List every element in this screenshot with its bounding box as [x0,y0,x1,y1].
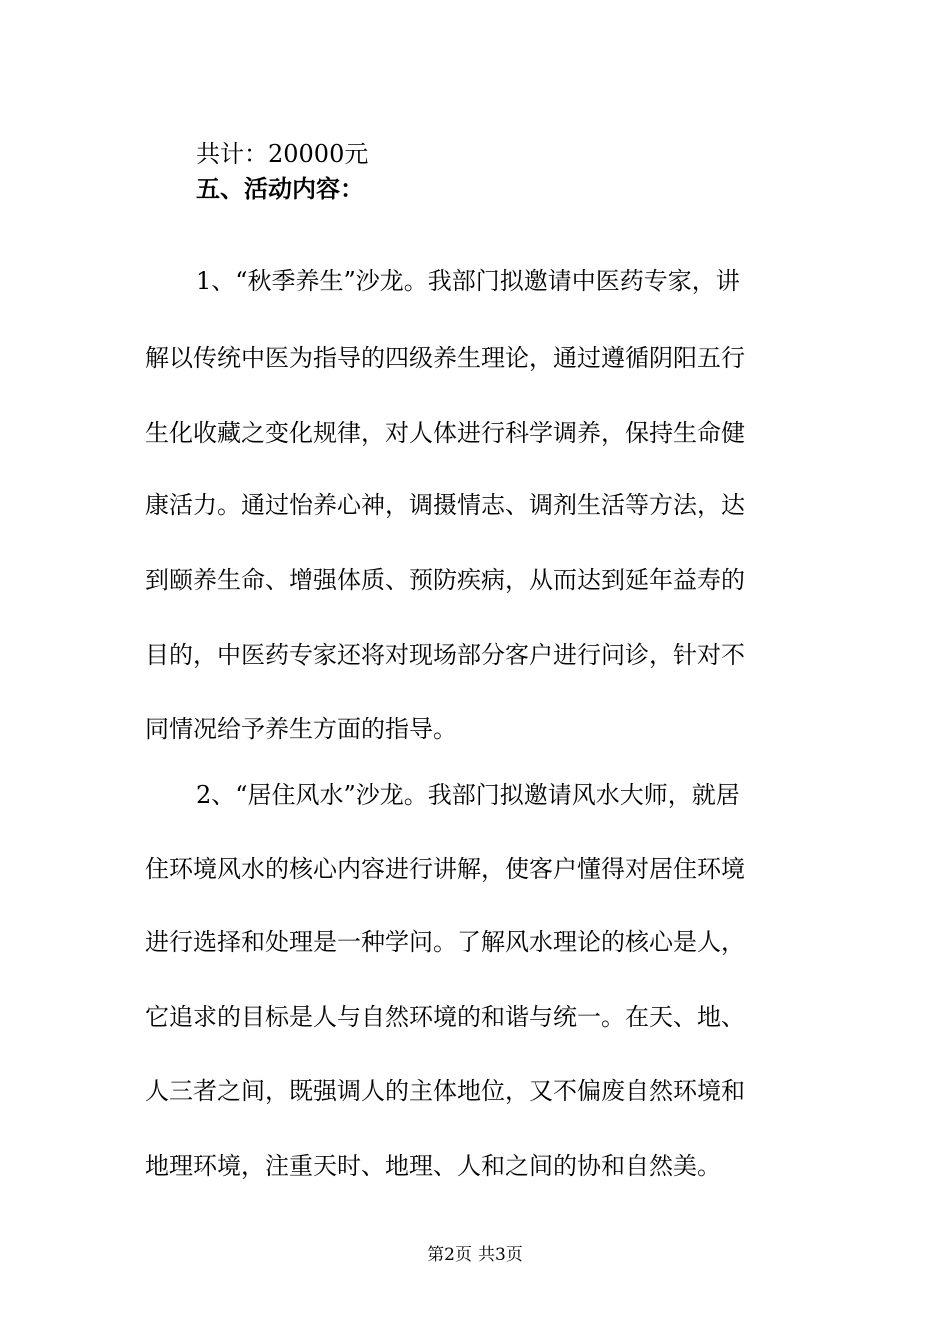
section-heading [196,173,364,205]
line-text: 地理环境，注重天时、地理、人和之间的协和自然美。 [145,1152,721,1180]
page-number: 第2页 [427,1245,472,1265]
paragraph-line [145,1001,745,1033]
line-text: 目的，中医药专家还将对现场部分客户进行问诊，针对不 [145,641,745,669]
paragraph-line [145,639,745,671]
paragraph-line [145,342,745,374]
line-text: 同情况给予养生方面的指导。 [145,715,457,743]
line-text: 生化收藏之变化规律，对人体进行科学调养，保持生命健 [145,419,745,447]
line-text: 共计：20000元 [196,140,369,168]
paragraph-line [145,489,745,521]
line-text: 它追求的目标是人与自然环境的和谐与统一。在天、地、 [145,1003,745,1031]
line-text: 1、“秋季养生”沙龙。我部门拟邀请中医药专家，讲 [196,267,740,295]
paragraph-line [196,779,740,811]
paragraph-line [145,1075,745,1107]
paragraph-line [145,713,457,745]
line-text: 到颐养生命、增强体质、预防疾病，从而达到延年益寿的 [145,566,745,594]
paragraph-line [145,926,745,958]
paragraph-line [145,1150,721,1182]
line-text: 康活力。通过怡养心神，调摄情志、调剂生活等方法，达 [145,491,745,519]
page-footer [0,1244,950,1266]
paragraph-line [145,853,745,885]
heading-text: 五、活动内容： [196,175,364,203]
paragraph-line [196,265,740,297]
line-text: 进行选择和处理是一种学问。了解风水理论的核心是人， [145,928,745,956]
total-cost-line [196,138,368,170]
total-pages: 共3页 [478,1245,523,1265]
line-text: 人三者之间，既强调人的主体地位，又不偏废自然环境和 [145,1077,745,1105]
paragraph-line [145,417,745,449]
line-text: 2、“居住风水”沙龙。我部门拟邀请风水大师，就居 [196,781,740,809]
line-text: 住环境风水的核心内容进行讲解，使客户懂得对居住环境 [145,855,745,883]
line-text: 解以传统中医为指导的四级养生理论，通过遵循阴阳五行 [145,344,745,372]
paragraph-line [145,564,745,596]
